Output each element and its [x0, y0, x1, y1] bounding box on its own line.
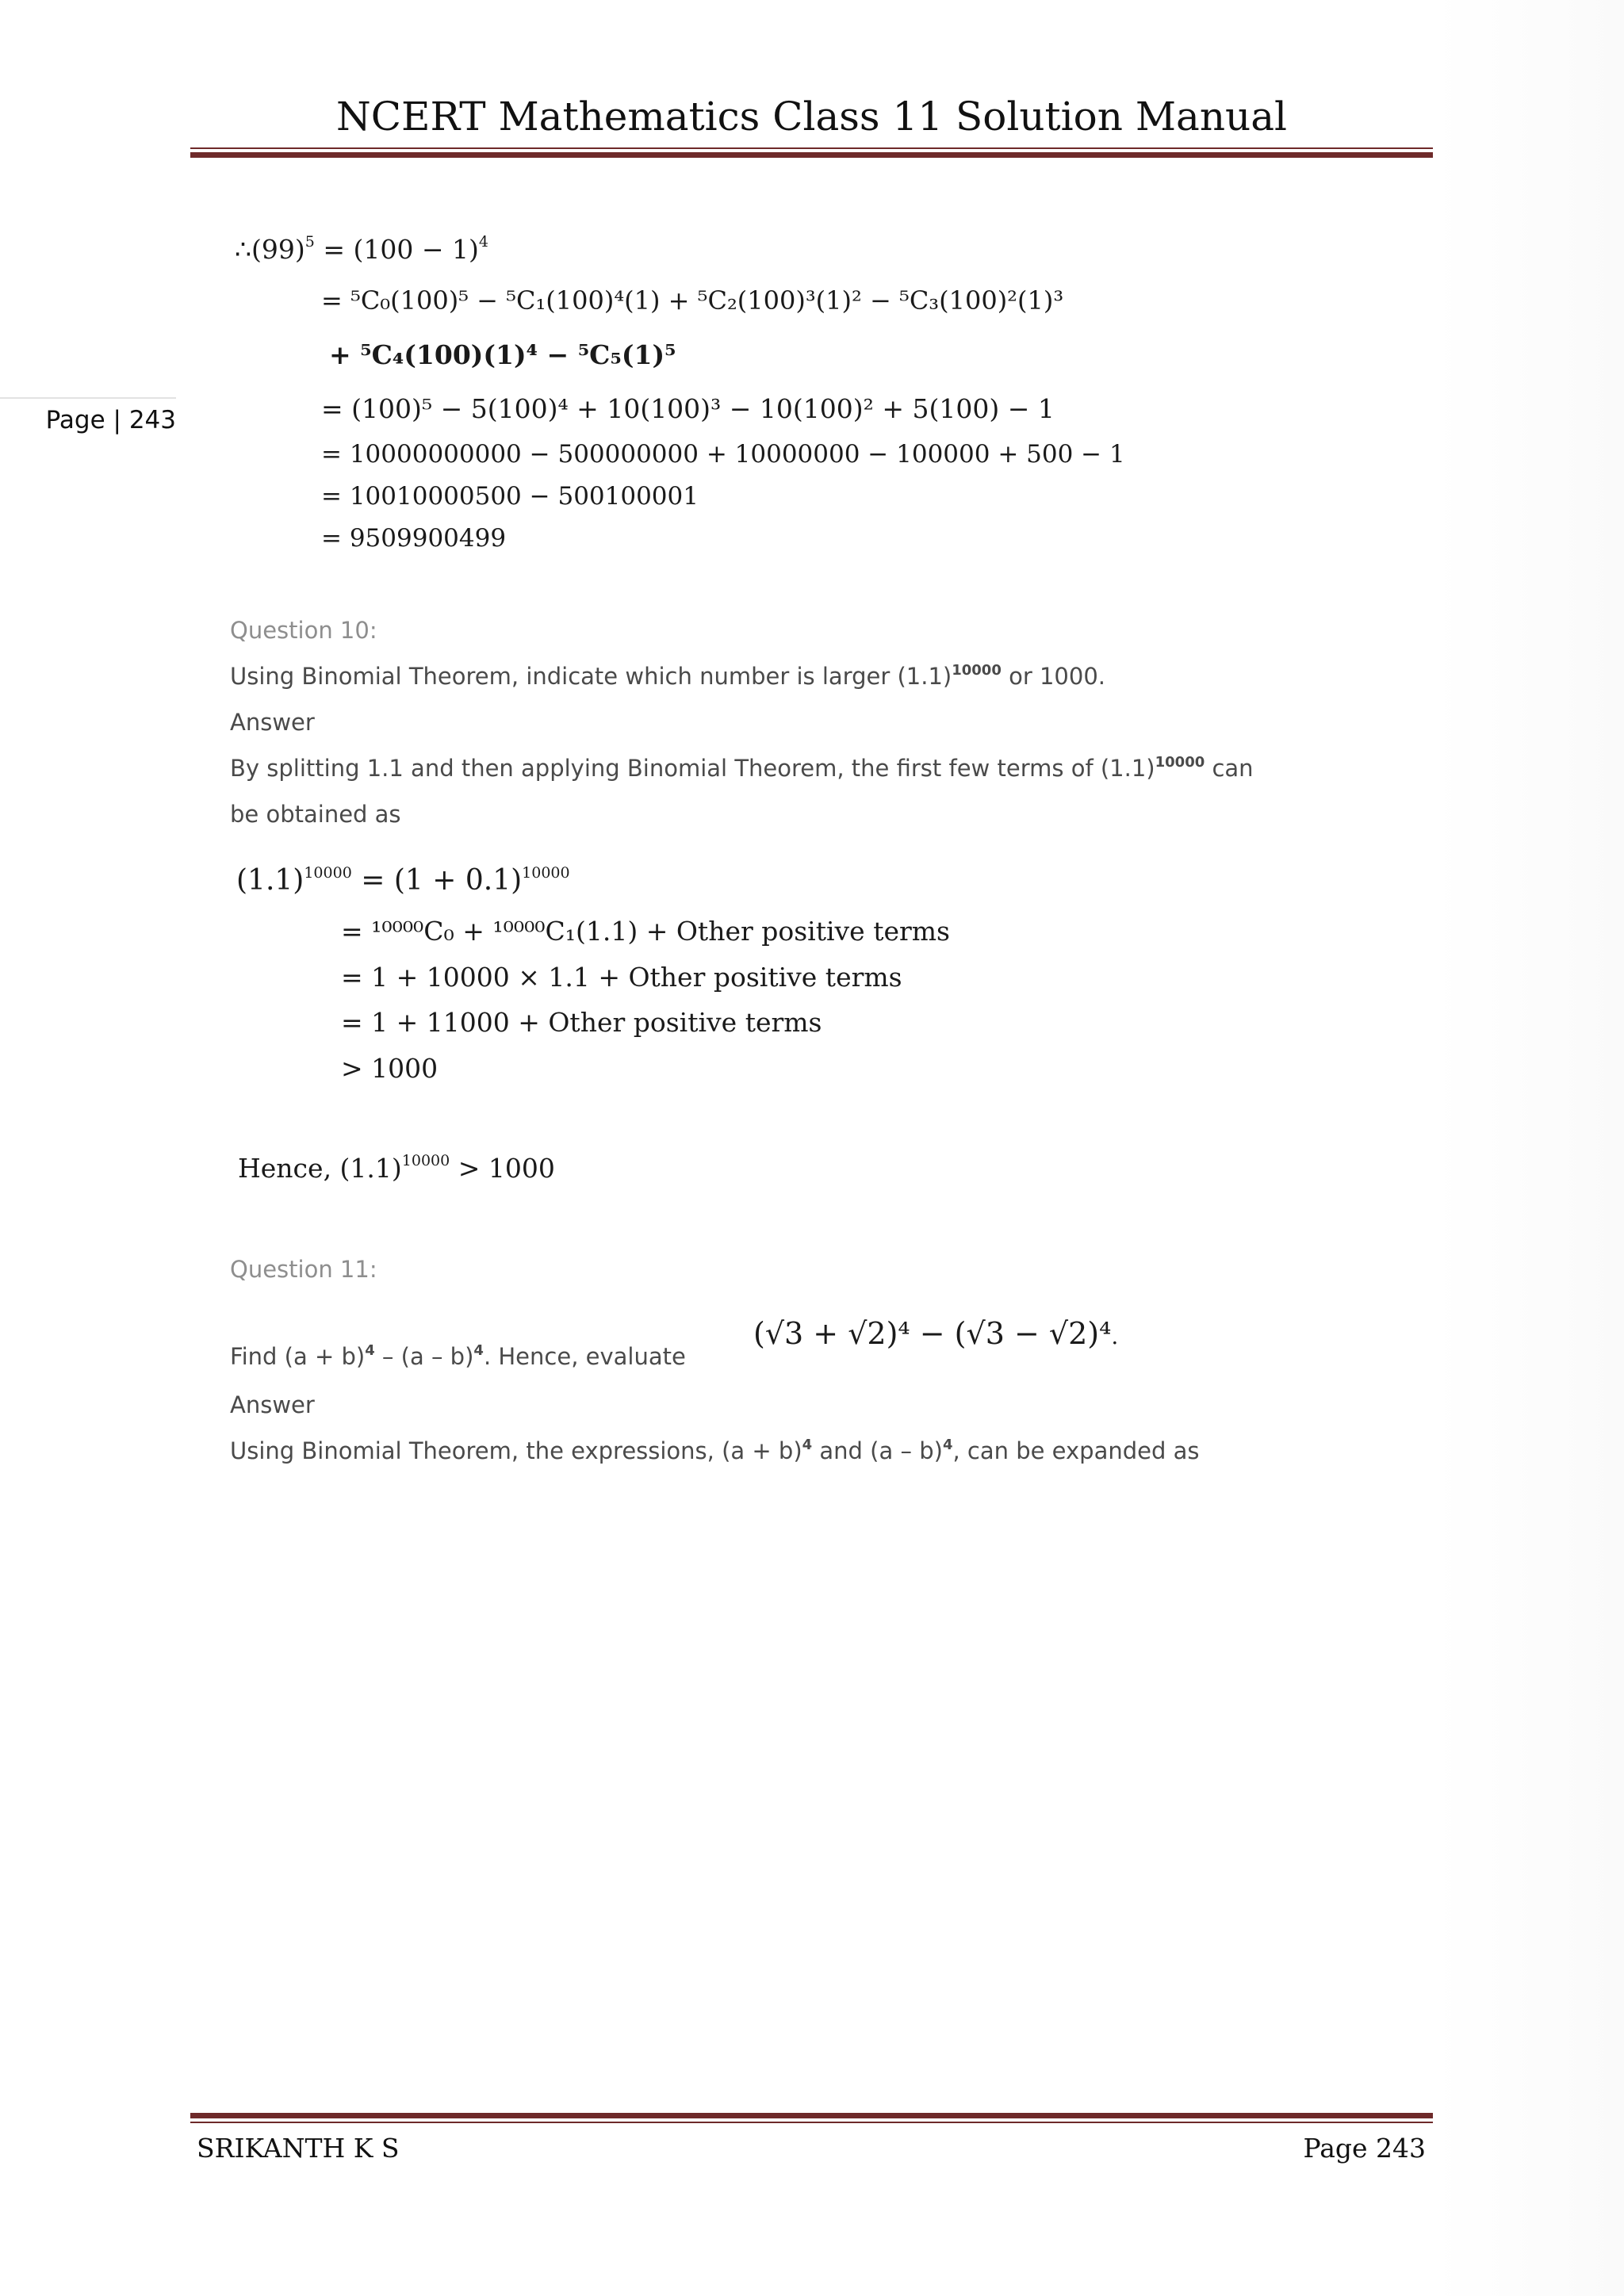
- footer-rule-thick: [190, 2113, 1433, 2118]
- math-line-4: = (100)⁵ − 5(100)⁴ + 10(100)³ − 10(100)² + 5(100) − 1: [321, 393, 1055, 424]
- question-10-statement: Using Binomial Theorem, indicate which number is larger $(1.1)^{10000}$ or 1000.: [230, 662, 1105, 690]
- math-line-5: = 10000000000 − 500000000 + 10000000 − 100000 + 500 − 1: [321, 440, 1125, 469]
- q10-equation-2: = ¹⁰⁰⁰⁰C₀ + ¹⁰⁰⁰⁰C₁(1.1) + Other positive terms: [341, 916, 950, 947]
- question-10-heading: Question 10:: [230, 617, 377, 644]
- margin-page-label: Page | 243: [45, 406, 176, 434]
- question-11-statement: Find $(a + b)^4 - (a - b)^4$. Hence, evaluate: [230, 1342, 686, 1370]
- footer-rule-thin: [190, 2122, 1433, 2123]
- header-rule-thick: [190, 152, 1433, 158]
- q10-equation-1: $(1.1)^{10000} = (1 + 0.1)^{10000}$: [236, 864, 570, 897]
- therefore-symbol: ∴: [235, 234, 251, 265]
- math-line-6: = 10010000500 − 500100001: [321, 482, 699, 511]
- footer-author: SRIKANTH K S: [197, 2133, 400, 2164]
- math-line-1: $\therefore(99)^5 = (100 - 1)^4$: [235, 233, 488, 265]
- q10-equation-3: = 1 + 10000 × 1.1 + Other positive terms: [341, 962, 902, 993]
- margin-rule: [0, 397, 176, 399]
- answer-label: Answer: [230, 709, 315, 736]
- page-header-title: NCERT Mathematics Class 11 Solution Manual: [335, 94, 1288, 140]
- q11-intro: Using Binomial Theorem, the expressions, $(a + b)^4$ and (a – b)$^4$, can be expanded as: [230, 1437, 1200, 1464]
- q10-intro-line-1: By splitting 1.1 and then applying Binomial Theorem, the first few terms of $(1.1)^{10000}$ can: [230, 754, 1254, 782]
- q10-conclusion: Hence, $(1.1)^{10000} > 1000$: [238, 1152, 555, 1184]
- math-line-2: = ⁵C₀(100)⁵ − ⁵C₁(100)⁴(1) + ⁵C₂(100)³(1)² − ⁵C₃(100)²(1)³: [321, 285, 1064, 316]
- q10-equation-5: > 1000: [341, 1053, 439, 1084]
- q11-evaluate-expression: (√3 + √2)⁴ − (√3 − √2)⁴.: [753, 1316, 1119, 1351]
- question-11-heading: Question 11:: [230, 1256, 377, 1283]
- answer-label: Answer: [230, 1391, 315, 1418]
- page-edge-shade: [1434, 0, 1624, 2296]
- q10-intro-line-2: be obtained as: [230, 801, 401, 828]
- header-rule-thin: [190, 147, 1433, 149]
- math-line-7: = 9509900499: [321, 524, 507, 553]
- q10-equation-4: = 1 + 11000 + Other positive terms: [341, 1007, 822, 1038]
- footer-page-number: Page 243: [1303, 2133, 1426, 2164]
- math-line-3: + ⁵C₄(100)(1)⁴ − ⁵C₅(1)⁵: [329, 339, 676, 370]
